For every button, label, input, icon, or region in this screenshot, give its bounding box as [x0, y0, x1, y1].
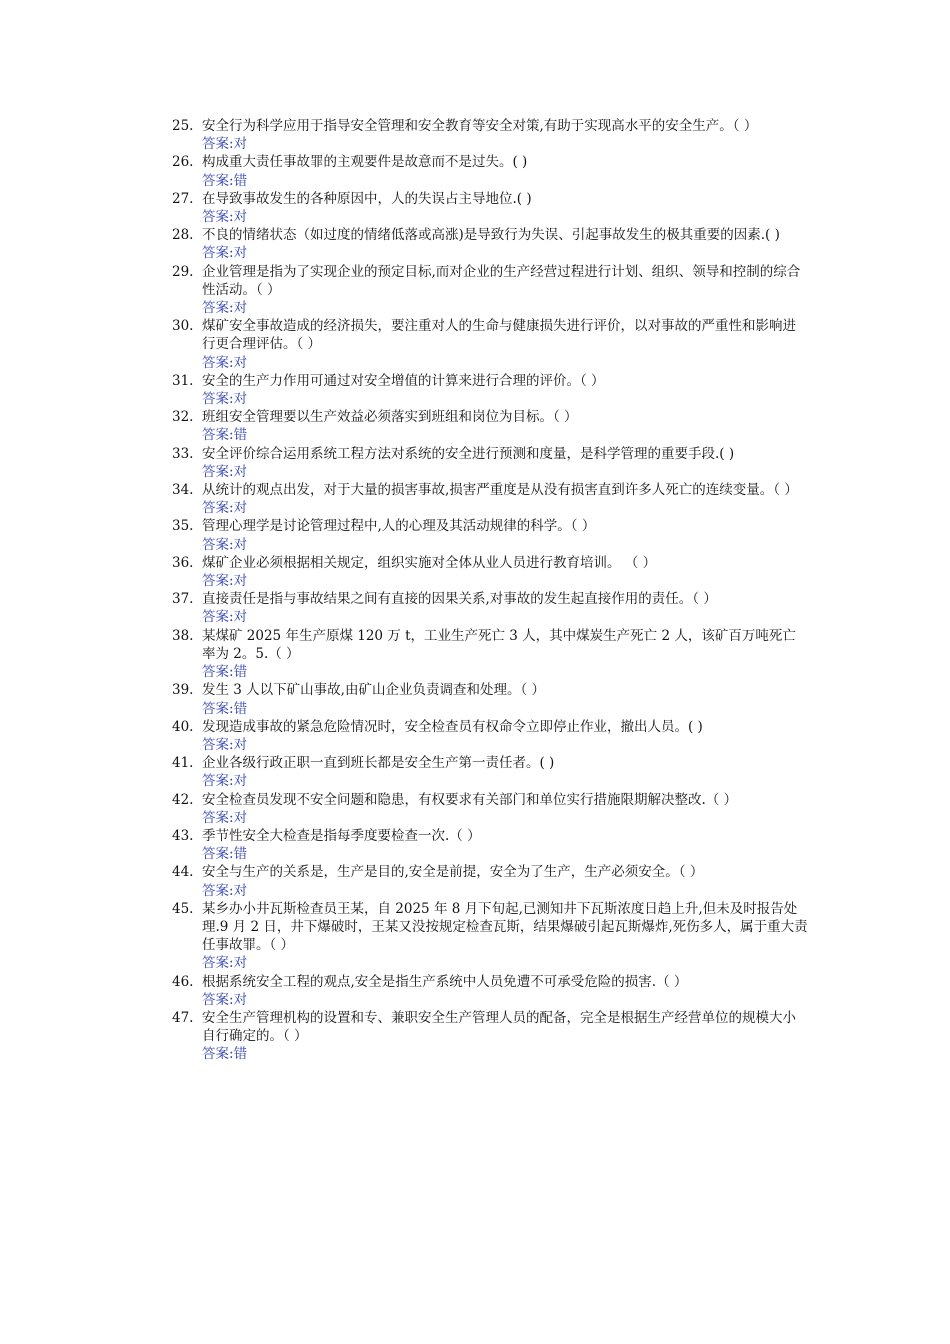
question-number: 36.: [172, 554, 194, 571]
answer-label: 答案:: [202, 500, 234, 517]
question-row: [172, 517, 808, 535]
question-item: [172, 973, 808, 1009]
answer-value: 对: [233, 809, 248, 826]
answer-value: 对: [233, 773, 248, 790]
answer-value: 对: [233, 354, 248, 371]
answer-line: [172, 1045, 808, 1063]
question-row: [172, 973, 808, 991]
answer-value: 对: [233, 391, 248, 408]
answer-label: 答案:: [202, 391, 234, 408]
question-item: [172, 791, 808, 827]
answer-value: 对: [233, 882, 248, 899]
question-item: [172, 317, 808, 372]
question-text: 某乡办小井瓦斯检查员王某，自 2025 年 8 月下旬起,已测知井下瓦斯浓度日趋上升,但未及时报告处理.9 月 2 日，井下爆破时，王某又没按规定检查瓦斯，结果爆破引起瓦斯爆炸,死伤多人，属于重大责任事故罪。（ ）: [202, 900, 808, 954]
answer-line: [172, 299, 808, 317]
question-row: [172, 791, 808, 809]
question-text: 发生 3 人以下矿山事故,由矿山企业负责调查和处理。（ ）: [202, 682, 546, 699]
question-row: [172, 117, 808, 135]
answer-line: [172, 499, 808, 517]
question-text: 安全与生产的关系是，生产是目的,安全是前提，安全为了生产，生产必须安全。（ ）: [202, 864, 704, 881]
question-text: 安全评价综合运用系统工程方法对系统的安全进行预测和度量，是科学管理的重要手段.( ): [202, 445, 735, 462]
question-item: [172, 517, 808, 553]
question-text: 安全检查员发现不安全问题和隐患，有权要求有关部门和单位实行措施限期解决整改.（ ）: [202, 791, 738, 808]
question-number: 33.: [172, 445, 194, 462]
question-item: [172, 681, 808, 717]
answer-value: 错: [233, 700, 248, 717]
answer-label: 答案:: [202, 700, 234, 717]
question-text: 季节性安全大检查是指每季度要检查一次.（ ）: [202, 827, 481, 844]
question-row: [172, 153, 808, 171]
answer-label: 答案:: [202, 463, 234, 480]
question-text: 企业管理是指为了实现企业的预定目标,而对企业的生产经营过程进行计划、组织、领导和控制的综合性活动。（ ）: [202, 263, 801, 298]
answer-value: 错: [233, 172, 248, 189]
answer-value: 对: [233, 300, 248, 317]
question-item: [172, 754, 808, 790]
question-row: [172, 317, 808, 353]
question-item: [172, 372, 808, 408]
question-number: 39.: [172, 682, 194, 699]
question-row: [172, 445, 808, 463]
question-number: 41.: [172, 755, 194, 772]
question-item: [172, 590, 808, 626]
question-row: [172, 681, 808, 699]
question-row: [172, 263, 808, 299]
answer-value: 对: [233, 955, 248, 972]
question-text: 煤矿安全事故造成的经济损失，要注重对人的生命与健康损失进行评价，以对事故的严重性和影响进行更合理评估。（ ）: [202, 318, 796, 353]
answer-line: [172, 608, 808, 626]
answer-value: 对: [233, 991, 248, 1008]
answer-line: [172, 572, 808, 590]
question-text: 安全的生产力作用可通过对安全增值的计算来进行合理的评价。（ ）: [202, 372, 605, 389]
question-row: [172, 754, 808, 772]
answer-line: [172, 772, 808, 790]
answer-value: 对: [233, 209, 248, 226]
question-number: 47.: [172, 1009, 194, 1026]
question-number: 29.: [172, 263, 194, 280]
answer-line: [172, 954, 808, 972]
answer-label: 答案:: [202, 354, 234, 371]
answer-label: 答案:: [202, 609, 234, 626]
answer-label: 答案:: [202, 245, 234, 262]
question-row: [172, 481, 808, 499]
answer-line: [172, 172, 808, 190]
answer-label: 答案:: [202, 773, 234, 790]
answer-line: [172, 390, 808, 408]
question-number: 32.: [172, 409, 194, 426]
answer-value: 对: [233, 463, 248, 480]
answer-line: [172, 736, 808, 754]
answer-value: 对: [233, 609, 248, 626]
question-text: 管理心理学是讨论管理过程中,人的心理及其活动规律的科学。（ ）: [202, 518, 596, 535]
question-item: [172, 827, 808, 863]
answer-value: 错: [233, 427, 248, 444]
answer-label: 答案:: [202, 300, 234, 317]
answer-label: 答案:: [202, 736, 234, 753]
question-row: [172, 372, 808, 390]
answer-value: 错: [233, 846, 248, 863]
question-row: [172, 900, 808, 955]
question-number: 26.: [172, 154, 194, 171]
answer-label: 答案:: [202, 1046, 234, 1063]
question-number: 27.: [172, 190, 194, 207]
question-text: 不良的情绪状态（如过度的情绪低落或高涨)是导致行为失误、引起事故发生的极其重要的因素.( ): [202, 227, 780, 244]
question-row: [172, 590, 808, 608]
answer-line: [172, 991, 808, 1009]
answer-line: [172, 426, 808, 444]
answer-label: 答案:: [202, 882, 234, 899]
question-number: 43.: [172, 827, 194, 844]
question-row: [172, 718, 808, 736]
question-text: 直接责任是指与事故结果之间有直接的因果关系,对事故的发生起直接作用的责任。（ ）: [202, 591, 717, 608]
question-item: [172, 226, 808, 262]
answer-label: 答案:: [202, 955, 234, 972]
answer-value: 对: [233, 500, 248, 517]
question-text: 安全行为科学应用于指导安全管理和安全教育等安全对策,有助于实现高水平的安全生产。（ ）: [202, 118, 758, 134]
answer-label: 答案:: [202, 172, 234, 189]
answer-line: [172, 700, 808, 718]
question-number: 25.: [172, 118, 194, 134]
question-item: [172, 900, 808, 973]
question-item: [172, 554, 808, 590]
question-row: [172, 554, 808, 572]
question-item: [172, 627, 808, 682]
question-item: [172, 1009, 808, 1064]
question-item: [172, 117, 808, 153]
answer-line: [172, 882, 808, 900]
question-text: 企业各级行政正职一直到班长都是安全生产第一责任者。( ): [202, 755, 555, 772]
question-text: 煤矿企业必须根据相关规定，组织实施对全体从业人员进行教育培训。 （ ）: [202, 554, 657, 571]
question-row: [172, 827, 808, 845]
answer-value: 对: [233, 245, 248, 262]
question-number: 42.: [172, 791, 194, 808]
question-row: [172, 627, 808, 663]
answer-line: [172, 536, 808, 554]
answer-line: [172, 135, 808, 153]
question-item: [172, 718, 808, 754]
question-item: [172, 863, 808, 899]
question-text: 发现造成事故的紧急危险情况时，安全检查员有权命令立即停止作业，撤出人员。( ): [202, 718, 703, 735]
question-row: [172, 190, 808, 208]
question-number: 35.: [172, 518, 194, 535]
answer-line: [172, 244, 808, 262]
question-text: 在导致事故发生的各种原因中，人的失误占主导地位.( ): [202, 190, 532, 207]
question-item: [172, 153, 808, 189]
answer-label: 答案:: [202, 209, 234, 226]
answer-value: 对: [233, 536, 248, 553]
question-number: 30.: [172, 318, 194, 335]
answer-label: 答案:: [202, 664, 234, 681]
answer-line: [172, 354, 808, 372]
question-number: 38.: [172, 627, 194, 644]
question-number: 40.: [172, 718, 194, 735]
question-item: [172, 263, 808, 318]
answer-label: 答案:: [202, 991, 234, 1008]
question-number: 31.: [172, 372, 194, 389]
answer-value: 错: [233, 1046, 248, 1063]
question-text: 根据系统安全工程的观点,安全是指生产系统中人员免遭不可承受危险的损害.（ ）: [202, 973, 688, 990]
answer-value: 对: [233, 736, 248, 753]
question-text: 班组安全管理要以生产效益必须落实到班组和岗位为目标。（ ）: [202, 409, 578, 426]
question-row: [172, 1009, 808, 1045]
answer-label: 答案:: [202, 846, 234, 863]
answer-line: [172, 845, 808, 863]
question-item: [172, 190, 808, 226]
answer-label: 答案:: [202, 136, 234, 153]
question-list: [172, 117, 808, 1064]
question-number: 37.: [172, 591, 194, 608]
question-item: [172, 445, 808, 481]
question-text: 构成重大责任事故罪的主观要件是故意而不是过失。( ): [202, 154, 528, 171]
question-text: 某煤矿 2025 年生产原煤 120 万 t，工业生产死亡 3 人，其中煤炭生产死亡 2 人，该矿百万吨死亡率为 2。5.（ ）: [202, 627, 796, 662]
question-number: 44.: [172, 864, 194, 881]
answer-label: 答案:: [202, 809, 234, 826]
answer-line: [172, 809, 808, 827]
question-text: 安全生产管理机构的设置和专、兼职安全生产管理人员的配备，完全是根据生产经营单位的规模大小自行确定的。（ ）: [202, 1009, 796, 1045]
answer-line: [172, 663, 808, 681]
answer-label: 答案:: [202, 573, 234, 590]
question-item: [172, 481, 808, 517]
question-number: 46.: [172, 973, 194, 990]
question-row: [172, 226, 808, 244]
question-row: [172, 408, 808, 426]
answer-value: 错: [233, 664, 248, 681]
question-number: 28.: [172, 227, 194, 244]
answer-value: 对: [233, 136, 248, 153]
answer-value: 对: [233, 573, 248, 590]
answer-label: 答案:: [202, 427, 234, 444]
question-number: 34.: [172, 482, 194, 499]
question-number: 45.: [172, 900, 194, 917]
question-text: 从统计的观点出发，对于大量的损害事故,损害严重度是从没有损害直到许多人死亡的连续变量。（ ）: [202, 482, 798, 499]
answer-label: 答案:: [202, 536, 234, 553]
question-item: [172, 408, 808, 444]
question-row: [172, 863, 808, 881]
answer-line: [172, 463, 808, 481]
answer-line: [172, 208, 808, 226]
